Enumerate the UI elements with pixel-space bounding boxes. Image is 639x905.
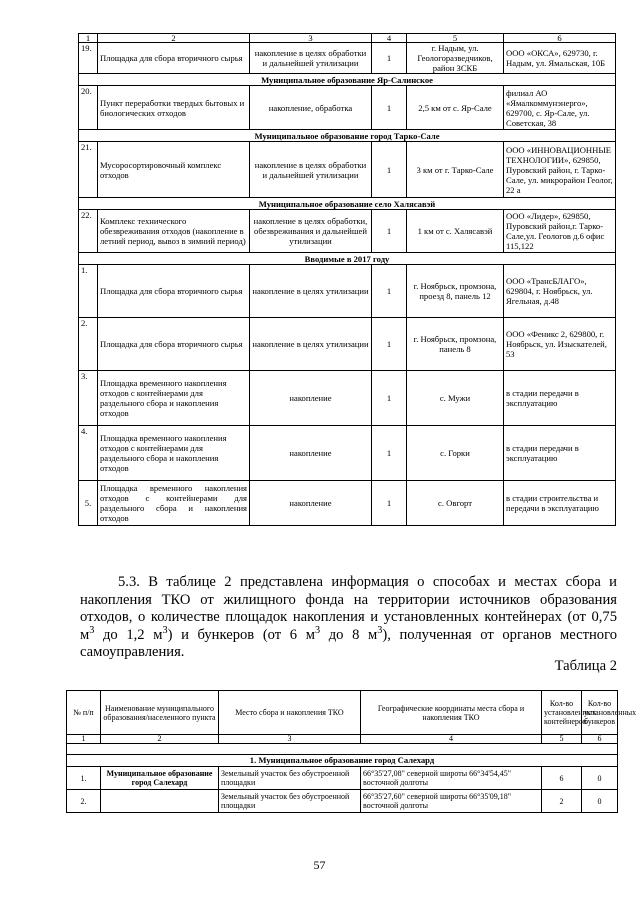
table2-cell-containers: 2 (542, 790, 582, 813)
table2-col-number: 3 (219, 735, 361, 744)
table2-cell-bunkers: 0 (582, 767, 618, 790)
table2-col-number: 4 (361, 735, 542, 744)
table2-header-containers: Кол-во установленных контейнеров (542, 691, 582, 735)
table1-section-title: Муниципальное образование село Халясавэй (79, 198, 616, 210)
table1-cell-purpose: накопление в целях утилизации (250, 318, 372, 371)
table1-cell-name: Пункт переработки твердых бытовых и биологических отходов (98, 86, 250, 130)
table1-cell-owner: ООО «Феникс 2, 629800, г. Ноябрьск, ул. Изыскателей, 53 (504, 318, 616, 371)
table1-row (79, 371, 616, 426)
collection-points-table (66, 690, 637, 813)
table1-cell-name: Площадка для сбора вторичного сырья (98, 318, 250, 371)
table1-cell-num: 2. (79, 318, 98, 371)
table1-cell-location: г. Надым, ул. Геологоразведчиков, район ЗСКБ (407, 43, 504, 74)
table2-number-row (67, 735, 618, 744)
table1-row (79, 210, 616, 253)
table1-cell-owner: филиал АО «Ямалкоммунэнерго», 629700, с. Яр-Сале, ул. Советская, 38 (504, 86, 616, 130)
table1-cell-location: 3 км от г. Тарко-Сале (407, 142, 504, 198)
table1-col-number: 5 (407, 34, 504, 43)
table1-cell-purpose: накопление (250, 426, 372, 481)
table1-cell-name: Площадка временного накопления отходов с контейнерами для раздельного сбора и накопления отходов (98, 371, 250, 426)
table1-cell-count: 1 (372, 318, 407, 371)
table1-cell-num: 3. (79, 371, 98, 426)
table1-cell-location: г. Ноябрьск, промзона, панель 8 (407, 318, 504, 371)
table2-row (67, 790, 618, 813)
table2-cell-mo: Муниципальное образование город Салехард (101, 767, 219, 790)
table1-cell-name: Площадка для сбора вторичного сырья (98, 43, 250, 74)
table1-cell-count: 1 (372, 142, 407, 198)
table1-cell-count: 1 (372, 426, 407, 481)
table2-cell-coords: 66°35'27,60" северной широты 66°35'09,18" восточной долготы (361, 790, 542, 813)
table1-cell-location: с. Горки (407, 426, 504, 481)
table1-cell-num: 1. (79, 265, 98, 318)
table1-cell-owner: ООО «Лидер», 629850, Пуровский район,г. Тарко-Сале,ул. Геологов д.6 офис 115,122 (504, 210, 616, 253)
table2-header-row (67, 691, 618, 735)
table1-cell-purpose: накопление, обработка (250, 86, 372, 130)
page-number: 57 (313, 858, 326, 872)
table2-cell-bunkers: 0 (582, 790, 618, 813)
table2-header-bunkers: Кол-во установленных бункеров (582, 691, 618, 735)
table1-cell-owner: в стадии строительства и передачи в эксплуатацию (504, 481, 616, 526)
table1-cell-num: 19. (79, 43, 98, 74)
table2-cell-containers: 6 (542, 767, 582, 790)
table2-cell-coords: 66°35'27,08" северной широты 66°34'54,45" восточной долготы (361, 767, 542, 790)
table2-section-title: 1. Муниципальное образование город Салехард (67, 755, 618, 767)
table2-col-number: 2 (101, 735, 219, 744)
table2-header-place: Место сбора и накопления ТКО (219, 691, 361, 735)
table1-section-row (79, 130, 616, 142)
table1-cell-count: 1 (372, 371, 407, 426)
table1-cell-owner: ООО «ИННОВАЦИОННЫЕ ТЕХНОЛОГИИ», 629850, Пуровский район, г. Тарко-Сале, ул. микрорайон Геолог, 22 а (504, 142, 616, 198)
table1-cell-num: 22. (79, 210, 98, 253)
table1-section-row (79, 198, 616, 210)
table2-spacer-row (67, 744, 618, 755)
table1-section-title: Муниципальное образование город Тарко-Сале (79, 130, 616, 142)
table1-cell-count: 1 (372, 43, 407, 74)
table1-cell-name: Комплекс технического обезвреживания отходов (накопление в летний период, вывоз в зимний период) (98, 210, 250, 253)
table1-cell-num: 4. (79, 426, 98, 481)
table2-cell-num: 2. (67, 790, 101, 813)
table1-col-number: 3 (250, 34, 372, 43)
table1-cell-owner: в стадии передачи в эксплуатацию (504, 371, 616, 426)
table1-cell-name: Площадка для сбора вторичного сырья (98, 265, 250, 318)
table1-cell-purpose: накопление в целях обработки и дальнейшей утилизации (250, 142, 372, 198)
table1-row (79, 426, 616, 481)
table1-cell-count: 1 (372, 86, 407, 130)
table1-row (79, 318, 616, 371)
table1-cell-name: Площадка временного накопления отходов с контейнерами для раздельного сбора и накопления отходов (98, 426, 250, 481)
table2-col-number: 5 (542, 735, 582, 744)
table1-cell-location: с. Мужи (407, 371, 504, 426)
table1-col-number: 1 (79, 34, 98, 43)
table2-row (67, 767, 618, 790)
table2-cell-place: Земельный участок без обустроенной площадки (219, 790, 361, 813)
table2-header-num: № п/п (67, 691, 101, 735)
table-2-caption: Таблица 2 (554, 658, 617, 674)
table1-cell-name: Мусоросортировочный комплекс отходов (98, 142, 250, 198)
table2-col-number: 1 (67, 735, 101, 744)
table1-cell-name: Площадка временного накопления отходов с контейнерами для раздельного сбора и накопления отходов (98, 481, 250, 526)
table1-section-title: Муниципальное образование Яр-Салинское (79, 74, 616, 86)
table1-cell-num: 20. (79, 86, 98, 130)
table1-section-title: Вводимые в 2017 году (79, 253, 616, 265)
table1-col-number: 6 (504, 34, 616, 43)
table1-cell-location: с. Овгорт (407, 481, 504, 526)
table1-col-number: 2 (98, 34, 250, 43)
table1-row (79, 86, 616, 130)
table2-header-coords: Географические координаты места сбора и накопления ТКО (361, 691, 542, 735)
table1-cell-location: 1 км от с. Халясавэй (407, 210, 504, 253)
table1-number-row (79, 34, 616, 43)
table1-cell-purpose: накопление в целях обработки, обезвреживания и дальнейшей утилизации (250, 210, 372, 253)
table1-row (79, 142, 616, 198)
table1-section-row (79, 253, 616, 265)
table1-cell-purpose: накопление в целях утилизации (250, 265, 372, 318)
table2-cell-mo (101, 790, 219, 813)
table1-cell-purpose: накопление в целях обработки и дальнейшей утилизации (250, 43, 372, 74)
table2-header-mo: Наименование муниципального образования/населенного пункта (101, 691, 219, 735)
table2-cell-place: Земельный участок без обустроенной площадки (219, 767, 361, 790)
table1-cell-purpose: накопление (250, 481, 372, 526)
table1-section-row (79, 74, 616, 86)
table1-cell-count: 1 (372, 481, 407, 526)
table1-col-number: 4 (372, 34, 407, 43)
table2-cell-num: 1. (67, 767, 101, 790)
table1-cell-count: 1 (372, 210, 407, 253)
table1-row (79, 265, 616, 318)
table1-row (79, 481, 616, 526)
table1-cell-num: 5. (79, 481, 98, 526)
table1-row (79, 43, 616, 74)
waste-facilities-table (78, 33, 616, 526)
table1-cell-owner: ООО «ТрансБЛАГО», 629804, г. Ноябрьск, ул. Ягельная, д.48 (504, 265, 616, 318)
table1-cell-owner: ООО «ОКСА», 629730, г. Надым, ул. Ямальская, 10Б (504, 43, 616, 74)
table1-cell-num: 21. (79, 142, 98, 198)
section-5-3-paragraph: 5.3. В таблице 2 представлена информация о способах и местах сбора и накопления ТКО от жилищного фонда на территории источников образования отходов, о количестве площадок накопления и установленных контейнерах (от 0,75 $м^3$ до 1,2 $м^3$) и бункеров (от 6 $м^3$ до 8 $м^3$), полученная от органов местного самоуправления. (80, 574, 618, 660)
table1-cell-count: 1 (372, 265, 407, 318)
table1-cell-location: г. Ноябрьск, промзона, проезд 8, панель 12 (407, 265, 504, 318)
table1-cell-purpose: накопление (250, 371, 372, 426)
table2-col-number: 6 (582, 735, 618, 744)
table2-section-row (67, 755, 618, 767)
table1-cell-location: 2,5 км от с. Яр-Сале (407, 86, 504, 130)
table1-cell-owner: в стадии передачи в эксплуатацию (504, 426, 616, 481)
